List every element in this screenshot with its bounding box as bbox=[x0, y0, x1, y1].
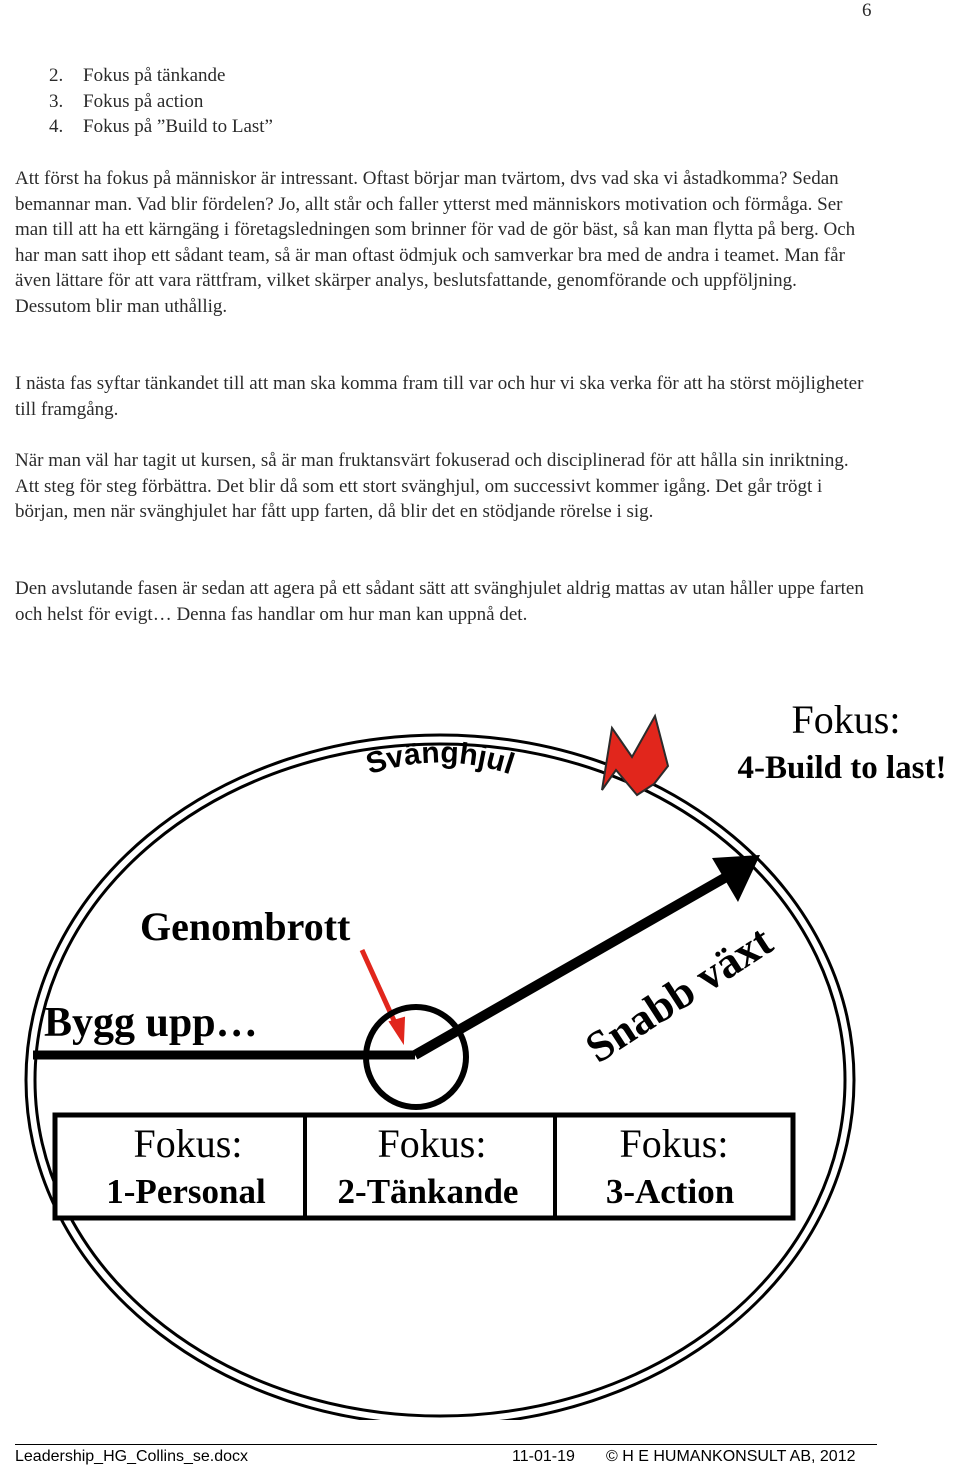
build-up-label: Bygg upp… bbox=[44, 1000, 258, 1046]
focus1-title: Fokus: bbox=[133, 1121, 243, 1166]
list-item bbox=[49, 63, 273, 89]
flywheel-label: Svänghjul bbox=[362, 736, 519, 782]
footer-divider bbox=[15, 1444, 877, 1445]
footer-date: 11-01-19 bbox=[512, 1448, 575, 1465]
paragraph-people-first: Att först ha fokus på människor är intressant. Oftast börjar man tvärtom, dvs vad ska vi åstadkomma? Sedan bemannar man. Vad blir fördelen? Jo, allt står och faller ytterst med människors motivation och förmåga. Ser man till att ha ett kärngäng i företagsledningen som brinner för vad de gör bäst, så kan man flytta på berg. Och har man satt ihop ett sådant team, så är man oftast ödmjuk och samverkar bra med de andra i teamet. Man får även lättare för att vara rättfram, vilket skärper analys, beslutsfattande, genomförande och uppföljning. Dessutom blir man uthållig. bbox=[15, 168, 856, 317]
focus2-title: Fokus: bbox=[377, 1121, 487, 1166]
focus2-label: 2-Tänkande bbox=[337, 1172, 519, 1211]
list-item-number: 4. bbox=[49, 116, 64, 137]
focus-list bbox=[49, 63, 273, 140]
list-item-text: Fokus på tänkande bbox=[83, 65, 226, 86]
paragraph-final-phase: Den avslutande fasen är sedan att agera på ett sådant sätt att svänghjulet aldrig mattas av utan håller uppe farten och helst för evigt… Denna fas handlar om hur man kan uppnå det. bbox=[15, 578, 864, 625]
paragraph-thinking: I nästa fas syftar tänkandet till att man ska komma fram till var och hur vi ska verka för att ha störst möjligheter till framgång. bbox=[15, 373, 864, 420]
list-item-number: 3. bbox=[49, 90, 64, 112]
focus3-label: 3-Action bbox=[605, 1172, 735, 1211]
list-item-text: Fokus på ”Build to Last” bbox=[83, 116, 273, 137]
flywheel-outer-ring bbox=[26, 735, 854, 1420]
page-number: 6 bbox=[862, 0, 872, 21]
list-item-number: 2. bbox=[49, 65, 64, 86]
focus4-title: Fokus: bbox=[791, 697, 901, 742]
growth-label: Snabb växt bbox=[576, 916, 781, 1073]
list-item bbox=[49, 89, 273, 115]
breakthrough-arrow-head bbox=[390, 1018, 404, 1042]
flywheel-diagram bbox=[0, 680, 960, 1420]
focus4-label: 4-Build to last! bbox=[737, 750, 947, 786]
build-to-last-arrow bbox=[602, 716, 668, 795]
breakthrough-label: Genombrott bbox=[140, 904, 351, 949]
footer-filename: Leadership_HG_Collins_se.docx bbox=[15, 1448, 249, 1465]
focus1-label: 1-Personal bbox=[106, 1172, 266, 1211]
footer-copyright: © H E HUMANKONSULT AB, 2012 bbox=[606, 1448, 856, 1465]
list-item bbox=[49, 114, 273, 140]
paragraph-flywheel: När man väl har tagit ut kursen, så är man fruktansvärt fokuserad och disciplinerad för att hålla sin inriktning. Att steg för steg förbättra. Det blir då som ett stort svänghjul, om successivt kommer igång. Det går trögt i början, men när svänghjulet har fått upp farten, då blir det en stödjande rörelse i sig. bbox=[15, 450, 849, 522]
focus3-title: Fokus: bbox=[619, 1121, 729, 1166]
list-item-text: Fokus på action bbox=[83, 90, 204, 112]
flywheel-inner-ring bbox=[35, 744, 845, 1416]
